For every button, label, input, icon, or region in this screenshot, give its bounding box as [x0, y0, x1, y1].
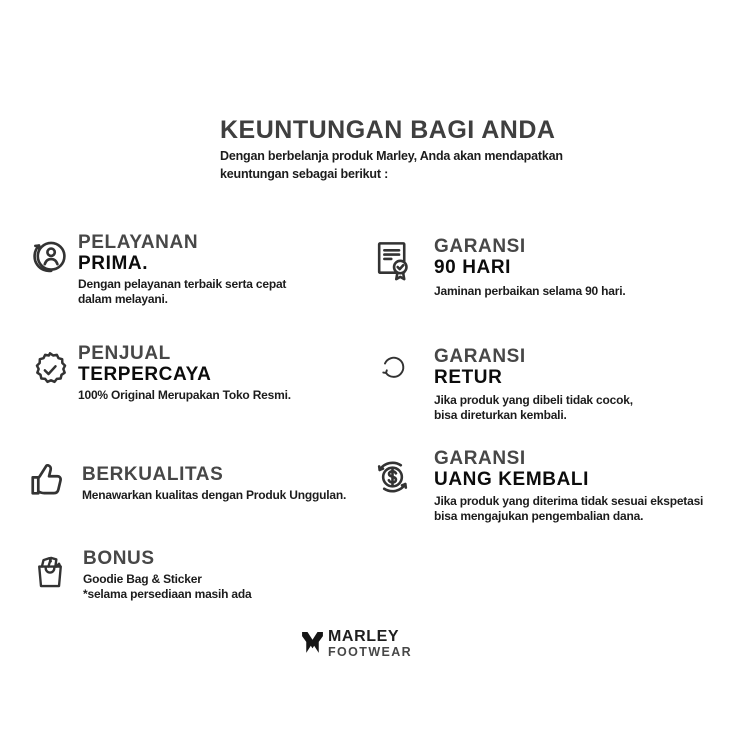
benefit-garansi-uang-kembali [434, 448, 703, 524]
benefit-title-line: GARANSI [434, 448, 526, 469]
benefit-body [82, 488, 346, 503]
benefit-body-line: Goodie Bag & Sticker [83, 572, 202, 586]
subtitle-line: Dengan berbelanja produk Marley, Anda akan mendapatkan [220, 149, 563, 163]
thumbs-up-icon [27, 458, 70, 501]
benefit-bonus [83, 548, 252, 602]
benefit-title [78, 343, 291, 385]
benefit-title-line: RETUR [434, 367, 503, 388]
benefit-pelayanan-prima [78, 232, 286, 307]
benefit-title [434, 448, 703, 490]
benefit-title [434, 346, 633, 388]
benefit-body-line: bisa mengajukan pengembalian dana. [434, 509, 644, 523]
shopping-bag-icon [31, 550, 69, 592]
benefit-body [434, 494, 703, 524]
benefit-body-line: Jika produk yang diterima tidak sesuai ekspetasi [434, 494, 704, 508]
benefit-body-line: Jika produk yang dibeli tidak cocok, [434, 393, 633, 407]
benefit-title-line: BERKUALITAS [82, 464, 224, 485]
brand-sub: FOOTWEAR [328, 645, 413, 659]
brand-name: MARLEY [328, 628, 400, 645]
benefit-berkualitas [82, 464, 346, 503]
benefit-title [83, 548, 252, 569]
benefit-title-line: GARANSI [434, 236, 526, 257]
benefit-title-line: 90 HARI [434, 257, 512, 278]
benefit-body-line: Jaminan perbaikan selama 90 hari. [434, 284, 626, 298]
subtitle-line: keuntungan sebagai berikut : [220, 167, 389, 181]
benefit-title-line: PRIMA. [78, 253, 149, 274]
benefit-title [434, 236, 626, 278]
verified-badge-icon [30, 350, 70, 390]
brand-text [328, 629, 412, 660]
page-title: KEUNTUNGAN BAGI ANDA [220, 116, 556, 144]
benefit-garansi-retur [434, 346, 633, 423]
marley-logo-icon [300, 628, 325, 661]
benefit-title-line: UANG KEMBALI [434, 469, 589, 490]
certificate-icon [374, 239, 412, 284]
benefit-body [434, 284, 626, 299]
footer-brand [300, 628, 412, 661]
page-subtitle [220, 147, 563, 183]
customer-service-icon [28, 237, 70, 279]
benefit-body [78, 388, 291, 403]
benefit-garansi-90-hari [434, 236, 626, 299]
benefit-title [78, 232, 286, 274]
benefit-title-line: BONUS [83, 548, 155, 569]
money-back-icon [370, 456, 415, 498]
benefit-body [78, 277, 286, 307]
benefit-body-line: dalam melayani. [78, 292, 168, 306]
benefit-title-line: PENJUAL [78, 343, 171, 364]
benefit-body-line: 100% Original Merupakan Toko Resmi. [78, 388, 291, 402]
benefit-title-line: TERPERCAYA [78, 364, 212, 385]
benefit-title-line: GARANSI [434, 346, 526, 367]
benefit-body [83, 572, 252, 602]
benefit-body [434, 393, 633, 423]
benefit-title-line: PELAYANAN [78, 232, 199, 253]
benefit-body-line: *selama persediaan masih ada [83, 587, 252, 601]
benefit-penjual-terpercaya [78, 343, 291, 403]
benefit-title [82, 464, 346, 485]
benefit-body-line: bisa direturkan kembali. [434, 408, 567, 422]
benefit-body-line: Dengan pelayanan terbaik serta cepat [78, 277, 287, 291]
return-arrow-icon [378, 352, 409, 383]
benefit-body-line: Menawarkan kualitas dengan Produk Unggulan. [82, 488, 347, 502]
